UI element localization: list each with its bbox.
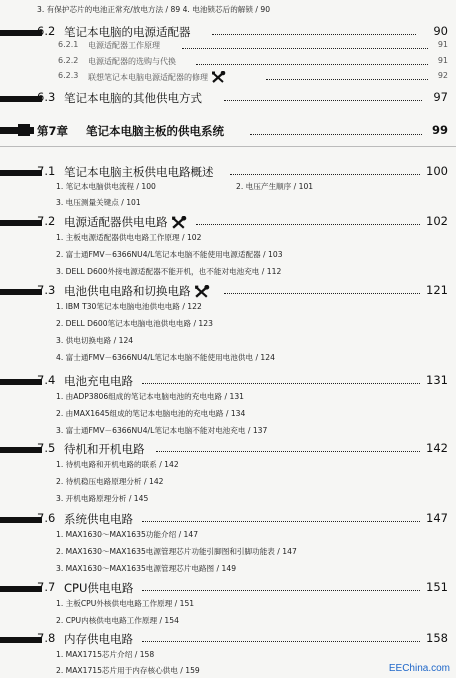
section-number: 7.6 xyxy=(37,511,56,525)
dot-leader xyxy=(212,34,416,35)
page-number: 90 xyxy=(433,24,448,38)
page-number: 102 xyxy=(426,214,448,228)
section-title: CPU供电电路 xyxy=(64,581,134,595)
section-title: 笔记本电脑的其他供电方式 xyxy=(64,91,202,105)
section-bar xyxy=(0,586,42,592)
dot-leader xyxy=(250,134,422,135)
dot-leader xyxy=(182,48,428,49)
section-bar xyxy=(0,517,42,523)
toc-entry-line[interactable]: 1. 由ADP3806组成的笔记本电脑电池的充电电路 / 131 xyxy=(56,392,244,401)
toc-entry-line[interactable]: 3. MAX1630～MAX1635电源管理芯片电路图 / 149 xyxy=(56,564,237,573)
section-title xyxy=(64,283,210,299)
dot-leader xyxy=(142,641,420,642)
page-number: 147 xyxy=(426,511,448,525)
subsection-title-text: 联想笔记本电脑电源适配器的修理 xyxy=(88,73,208,82)
toc-entry-line[interactable]: 2. CPU内核供电电路工作原理 / 154 xyxy=(56,616,179,625)
section-bar xyxy=(0,96,42,102)
toc-entry-line[interactable]: 1. 主板CPU外核供电电路工作原理 / 151 xyxy=(56,599,195,608)
toc-entry-line[interactable]: 1. MAX1630～MAX1635功能介绍 / 147 xyxy=(56,530,199,539)
toc-entry-line[interactable]: 2. 富士通FMV－6366NU4/L笔记本电脑不能使用电源适配器 / 103 xyxy=(56,250,283,259)
page-number: 97 xyxy=(433,90,448,104)
dot-leader xyxy=(142,383,420,384)
page-number: 158 xyxy=(426,631,448,645)
section-number: 7.2 xyxy=(37,214,56,228)
toc-entry-line[interactable]: 3. 开机电路原理分析 / 145 xyxy=(56,494,149,503)
wrench-screwdriver-icon xyxy=(194,285,210,299)
subsection-title: 电源适配器工作原理 xyxy=(88,41,160,50)
section-bar xyxy=(0,637,42,643)
section-title: 待机和开机电路 xyxy=(64,442,145,456)
watermark: EEChina.com xyxy=(388,663,450,674)
section-number: 7.1 xyxy=(37,164,56,178)
chapter-label: 第7章 xyxy=(37,124,69,138)
toc-entry-line[interactable]: 1. 笔记本电脑供电流程 / 100 xyxy=(56,182,156,191)
page-number: 99 xyxy=(431,123,448,137)
chapter-marker xyxy=(18,124,30,136)
page-number: 151 xyxy=(426,580,448,594)
divider xyxy=(0,146,456,147)
dot-leader xyxy=(266,79,428,80)
wrench-screwdriver-icon xyxy=(171,216,187,230)
subsection-title xyxy=(88,71,226,84)
section-number: 7.8 xyxy=(37,631,56,645)
section-bar xyxy=(0,30,42,36)
toc-entry-line[interactable]: 2. 由MAX1645组成的笔记本电脑电池的充电电路 / 134 xyxy=(56,409,246,418)
section-title: 系统供电电路 xyxy=(64,512,133,526)
subsection-title: 电源适配器的选购与代换 xyxy=(88,57,176,66)
section-bar xyxy=(0,289,42,295)
dot-leader xyxy=(196,64,428,65)
section-number: 7.4 xyxy=(37,373,56,387)
section-title-text: 电池供电电路和切换电路 xyxy=(64,284,191,298)
toc-entry-line[interactable]: 1. IBM T30笔记本电脑电池供电电路 / 122 xyxy=(56,302,202,311)
page-number: 142 xyxy=(426,441,448,455)
section-title xyxy=(64,214,187,230)
section-bar xyxy=(0,379,42,385)
section-bar xyxy=(0,447,42,453)
dot-leader xyxy=(156,451,420,452)
section-title-text: 电源适配器供电电路 xyxy=(64,215,168,229)
section-number: 6.2 xyxy=(37,24,56,38)
page-number: 92 xyxy=(437,71,448,80)
dot-leader xyxy=(230,174,420,175)
section-number: 7.7 xyxy=(37,580,56,594)
page-number: 121 xyxy=(426,283,448,297)
toc-entry-line[interactable]: 3. 富士通FMV－6366NU4/L笔记本电脑不能对电池充电 / 137 xyxy=(56,426,268,435)
dot-leader xyxy=(142,521,420,522)
section-title: 笔记本电脑的电源适配器 xyxy=(64,25,191,39)
dot-leader xyxy=(142,590,420,591)
page-number: 91 xyxy=(437,56,448,65)
page-number: 100 xyxy=(426,164,448,178)
subsection-number: 6.2.3 xyxy=(58,71,79,80)
subsection-number: 6.2.2 xyxy=(58,56,79,65)
toc-entry-line[interactable]: 3. 供电切换电路 / 124 xyxy=(56,336,134,345)
subsection-number: 6.2.1 xyxy=(58,40,79,49)
toc-entry-line[interactable]: 2. MAX1715芯片用于内存核心供电 / 159 xyxy=(56,666,200,675)
dot-leader xyxy=(224,293,420,294)
section-number: 6.3 xyxy=(37,90,56,104)
section-number: 7.3 xyxy=(37,283,56,297)
section-title: 内存供电电路 xyxy=(64,632,133,646)
toc-entry-line[interactable]: 4. 富士通FMV－6366NU4/L笔记本电脑不能使用电池供电 / 124 xyxy=(56,353,275,362)
toc-entry-line[interactable]: 1. 待机电路和开机电路的联系 / 142 xyxy=(56,460,179,469)
section-bar xyxy=(0,170,42,176)
section-number: 7.5 xyxy=(37,441,56,455)
section-title: 电池充电电路 xyxy=(64,374,133,388)
wrench-screwdriver-icon xyxy=(211,71,226,84)
toc-entry-line[interactable]: 2. DELL D600笔记本电脑电池供电电路 / 123 xyxy=(56,319,213,328)
toc-entry-line[interactable]: 3. DELL D600外接电源适配器不能开机，也不能对电池充电 / 112 xyxy=(56,267,282,276)
page-number: 131 xyxy=(426,373,448,387)
dot-leader xyxy=(224,100,422,101)
section-title: 笔记本电脑主板供电电路概述 xyxy=(64,165,214,179)
page-number: 91 xyxy=(437,40,448,49)
toc-entry-line[interactable]: 1. 主板电源适配器供电电路工作原理 / 102 xyxy=(56,233,202,242)
dot-leader xyxy=(196,224,420,225)
toc-entry-line[interactable]: 2. 电压产生顺序 / 101 xyxy=(236,182,314,191)
toc-entry-line[interactable]: 1. MAX1715芯片介绍 / 158 xyxy=(56,650,155,659)
toc-entry-line[interactable]: 2. MAX1630～MAX1635电源管理芯片功能引脚图和引脚功能表 / 147 xyxy=(56,547,297,556)
section-bar xyxy=(0,220,42,226)
toc-entry-line[interactable]: 3. 电压测量关键点 / 101 xyxy=(56,198,141,207)
chapter-title: 笔记本电脑主板的供电系统 xyxy=(86,124,224,138)
toc-entry-line[interactable]: 2. 待机稳压电路原理分析 / 142 xyxy=(56,477,164,486)
toc-entry-line: 3. 有保护芯片的电池正常充/放电方法 / 89 4. 电池锁芯后的解锁 / 90 xyxy=(37,5,271,14)
